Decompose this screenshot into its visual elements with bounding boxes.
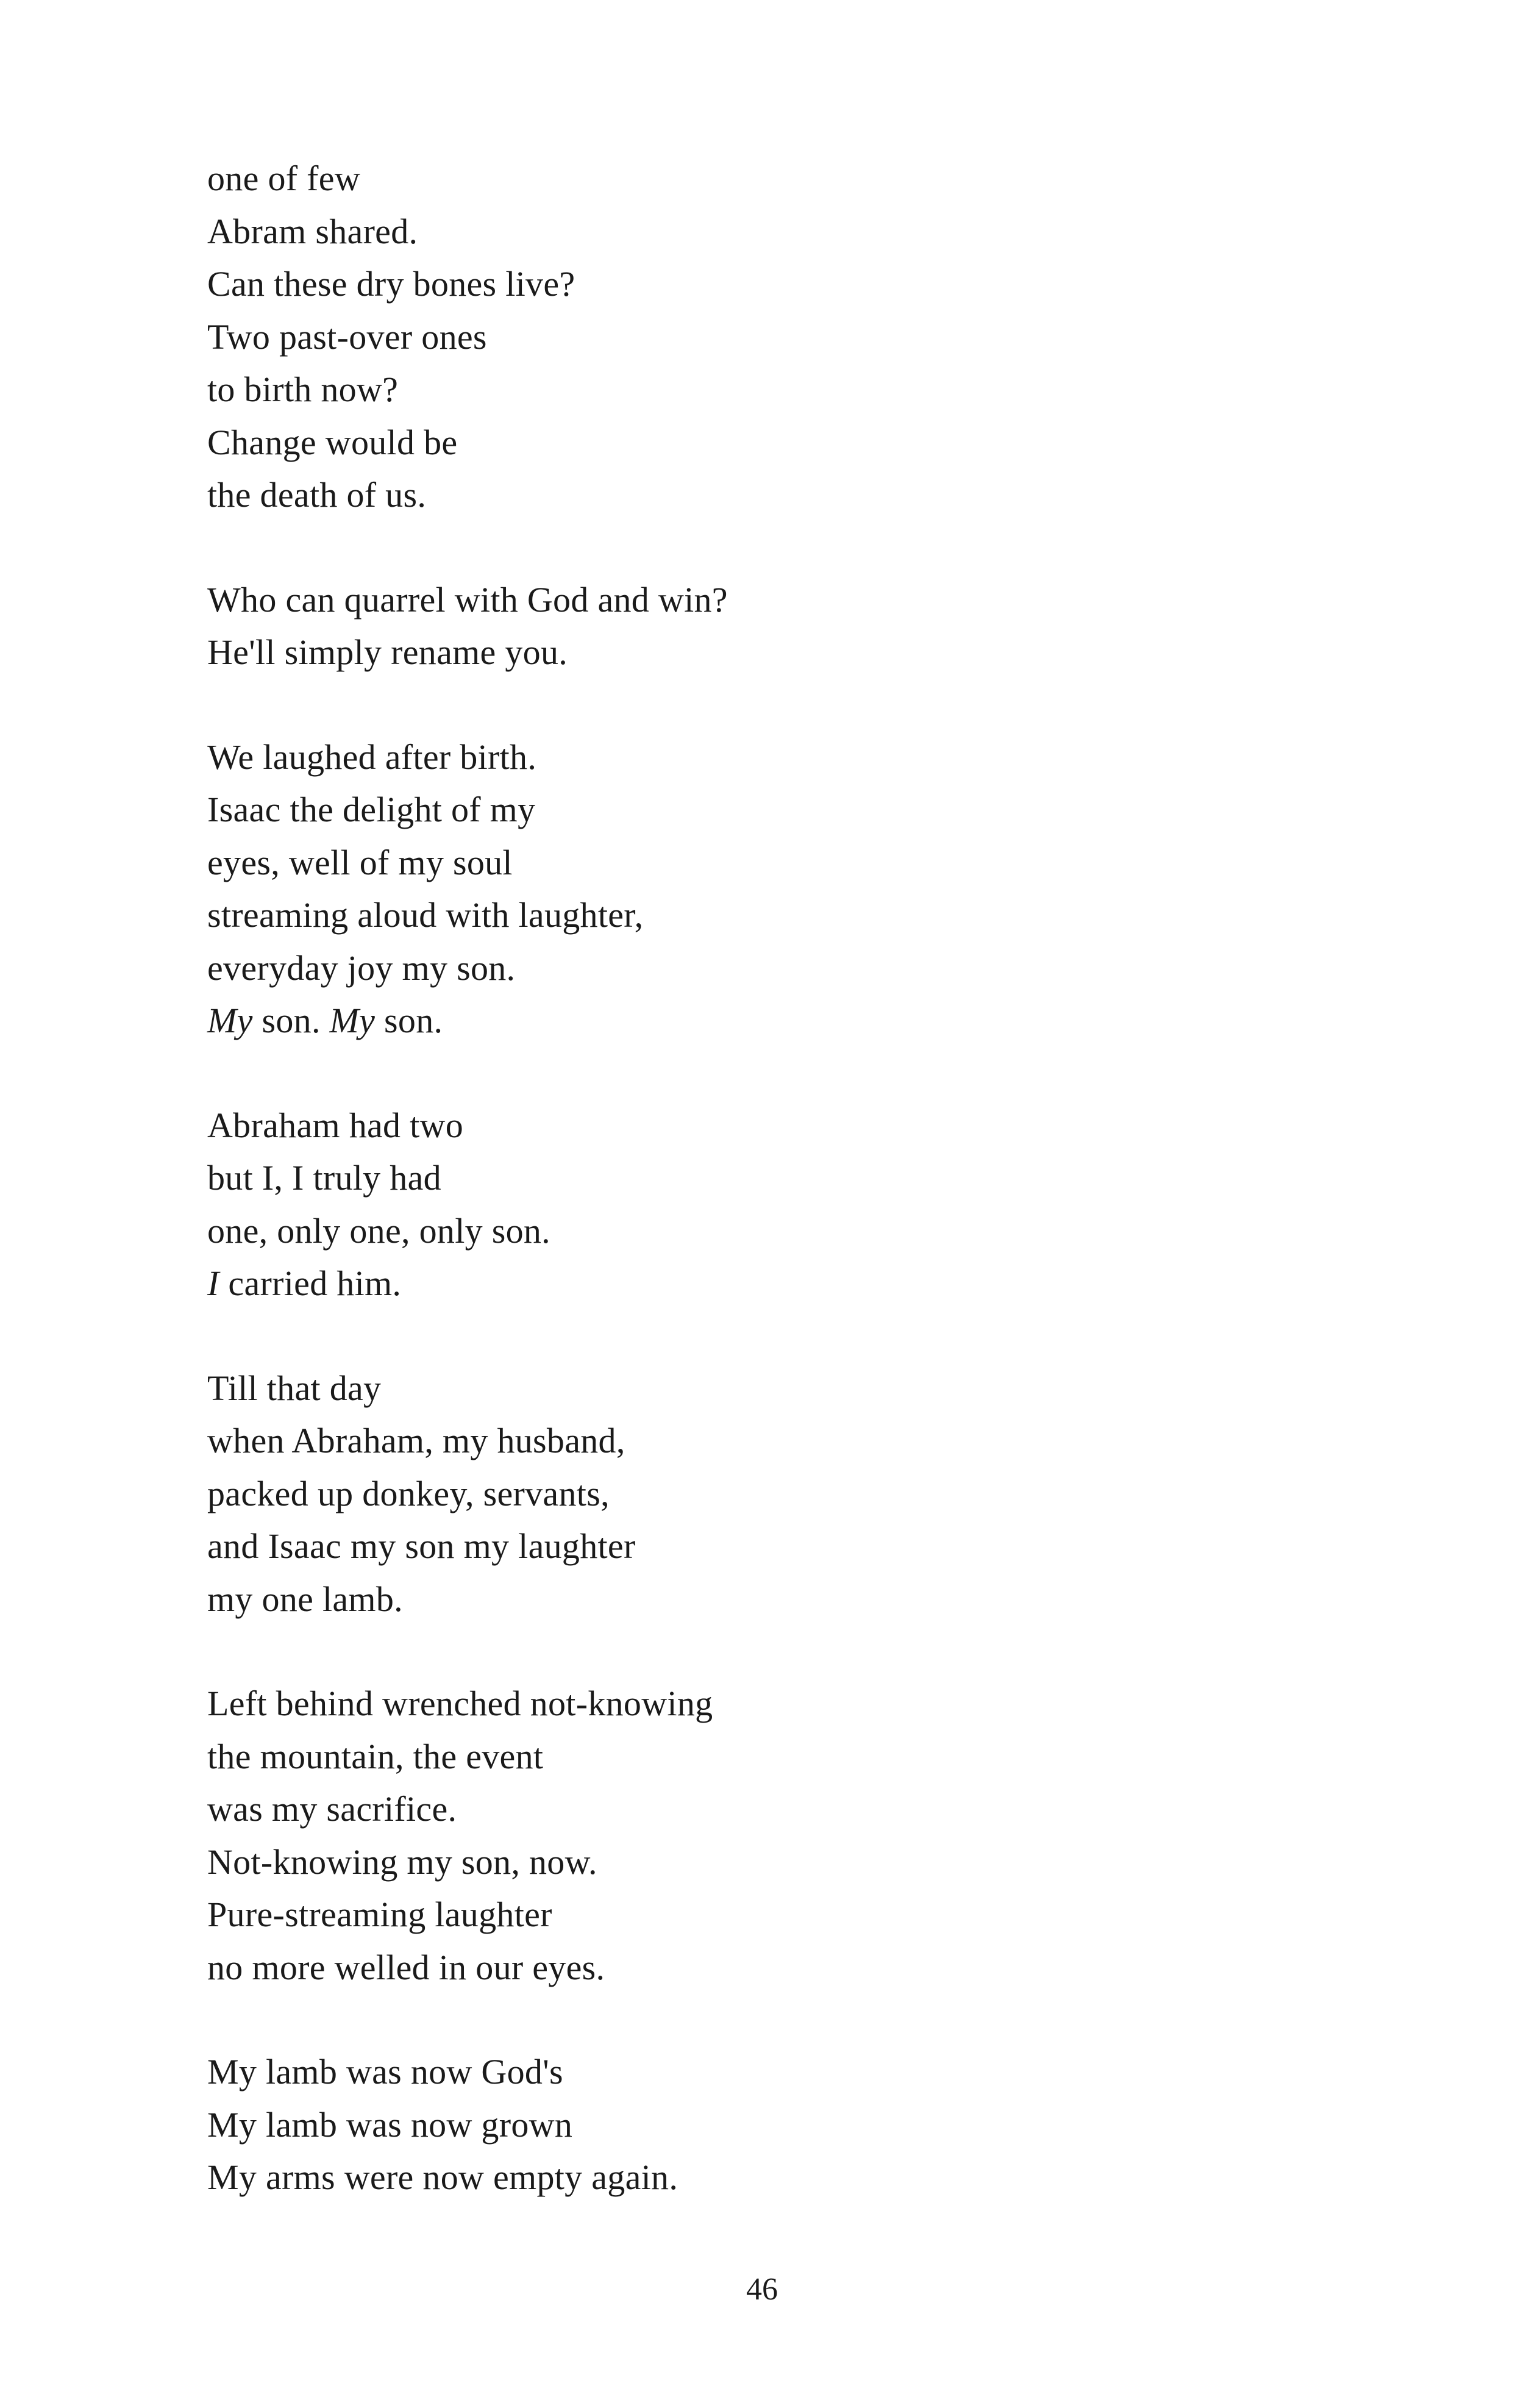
poem-line: the death of us. (207, 475, 427, 515)
stanza-4 (207, 1099, 1366, 1310)
poem-line: He'll simply rename you. (207, 632, 568, 672)
poem-line: but I, I truly had (207, 1158, 441, 1198)
poem-line: We laughed after birth. (207, 737, 537, 777)
poem-line: to birth now? (207, 370, 399, 409)
poem-line: My arms were now empty again. (207, 2157, 678, 2197)
poem-line: and Isaac my son my laughter (207, 1526, 636, 1566)
poem-line: Abraham had two (207, 1105, 464, 1145)
poem-line: My lamb was now God's (207, 2052, 563, 2092)
poem-line: one of few (207, 159, 361, 198)
poem-line: Isaac the delight of my (207, 790, 536, 829)
poem-line-carried (207, 1257, 1366, 1310)
poem-line: the mountain, the event (207, 1736, 544, 1776)
poem-line: packed up donkey, servants, (207, 1473, 610, 1513)
emphasis-my: My (207, 1001, 253, 1040)
poem-line: Not-knowing my son, now. (207, 1842, 597, 1882)
emphasis-i: I (207, 1263, 219, 1303)
poem-text: son. (252, 1001, 330, 1040)
page-number: 46 (746, 2272, 778, 2307)
poem-line: no more welled in our eyes. (207, 1947, 605, 1987)
poem-line: Left behind wrenched not-knowing (207, 1684, 713, 1723)
poem-line: Till that day (207, 1368, 382, 1408)
stanza-7 (207, 2046, 1366, 2204)
poem-line: when Abraham, my husband, (207, 1421, 625, 1460)
emphasis-my: My (329, 1001, 376, 1040)
poem-line: eyes, well of my soul (207, 842, 513, 882)
poem-line: My lamb was now grown (207, 2104, 573, 2145)
poem-line: Pure-streaming laughter (207, 1895, 552, 1934)
poem-text: carried him. (219, 1263, 402, 1303)
stanza-2 (207, 574, 1366, 679)
stanza-3 (207, 731, 1366, 1048)
poem-line: Change would be (207, 422, 458, 462)
poem-line-my-son (207, 995, 1366, 1048)
poem (207, 152, 1366, 2256)
poem-text: son. (375, 1001, 443, 1040)
stanza-5 (207, 1362, 1366, 1626)
poem-line: streaming aloud with laughter, (207, 895, 644, 935)
poem-line: Two past-over ones (207, 316, 487, 357)
poem-line: Abram shared. (207, 211, 418, 251)
poem-line: my one lamb. (207, 1579, 403, 1619)
poem-line: Who can quarrel with God and win? (207, 579, 728, 620)
poem-line: one, only one, only son. (207, 1210, 550, 1251)
stanza-1 (207, 152, 1366, 522)
poem-line: everyday joy my son. (207, 948, 516, 988)
stanza-6 (207, 1677, 1366, 1994)
poem-line: Can these dry bones live? (207, 264, 575, 304)
poem-line: was my sacrifice. (207, 1789, 457, 1829)
